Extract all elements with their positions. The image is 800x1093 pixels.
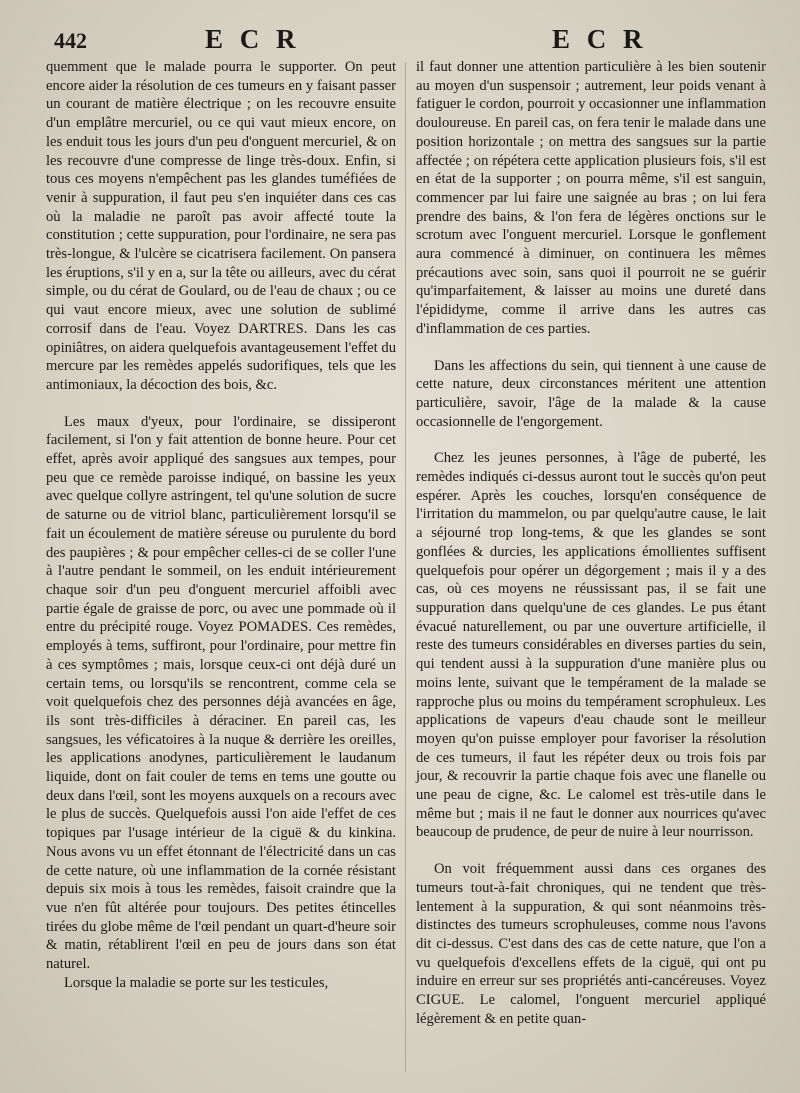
running-head-right: E C R <box>552 24 648 54</box>
right-column <box>416 58 766 1028</box>
column-divider <box>405 62 406 1072</box>
paragraph: quemment que le malade pourra le supporter. On peut encore aider la résolution de ces tumeurs en y faisant passer un courant de matière électrique ; on les recouvre ensuite d'un emplâtre mercuriel, ou ce qui vaut mieux encore, on les enduit tous les jours d'un peu d'onguent mercuriel, & on les recouvre d'une compresse de linge très-doux. Enfin, si tous ces moyens n'empêchent pas les glandes tuméfiées de venir à suppuration, il faut peu s'en inquiéter dans ces cas où la maladie ne paroît pas avoir affecté toute la constitution ; cette suppuration, pour l'ordinaire, ne sera pas très-longue, & l'ulcère se cicatrisera facilement. On pansera les éruptions, s'il y en a, sur la tête ou ailleurs, avec du cérat simple, ou du cérat de Goulard, ou de l'eau de chaux ; ou ce qui vaut encore mieux, avec une solution de sublimé corrosif dans de l'eau. Voyez DARTRES. Dans les cas opiniâtres, on aidera quelquefois avantageusement l'effet du mercure par les remèdes appelés sudorifiques, tels que les antimoniaux, la décoction des bois, &c. <box>46 59 396 393</box>
paragraph: il faut donner une attention particulière à les bien soutenir au moyen d'un suspensoir ; autrement, leur poids venant à fatiguer le cordon, pourroit y occasionner une inflammation douloureuse. En pareil cas, on fera tenir le malade dans une position horizontale ; on mettra des sangsues sur la partie affectée ; on répétera cette application plusieurs fois, s'il est en état de la supporter ; on pourra même, s'il est sanguin, commencer par lui faire une saignée au bras ; on lui fera prendre des bains, & l'on fera de légères onctions sur le scrotum avec l'onguent mercuriel. Lorsque le gonflement aura commencé à diminuer, on continuera les mêmes précautions avec soin, sans quoi il pourroit ne se guérir qu'imparfaitement, & laisser au moins une dureté dans l'épididyme, comme il arrive dans les autres cas d'inflammation de ces parties. <box>416 59 766 337</box>
paragraph: Les maux d'yeux, pour l'ordinaire, se dissiperont facilement, si l'on y fait attention de bonne heure. Pour cet effet, après avoir appliqué des sangsues aux tempes, pour peu que ce remède paroisse indiqué, on bassine les yeux avec quelque collyre astringent, tel qu'une solution de sucre de saturne ou de vitriol blanc, particulièrement lorsqu'il se fait un écoulement de matière séreuse ou purulente du bord des paupières ; & pour empêcher celles-ci de se coller l'une à l'autre pendant le sommeil, on les enduit intérieurement chaque soir d'un peu d'onguent mercuriel affoibli avec partie égale de graisse de porc, ou avec une pommade où il entre du précipité rouge. Voyez POMADES. Ces remèdes, employés à tems, suffiront, pour l'ordinaire, pour mettre fin à ces symptômes ; mais, lorsque ceux-ci ont déjà duré un certain tems, ou lorsqu'ils se rencontrent, comme cela se voit quelquefois chez des personnes déjà avancées en âge, ils sont très-difficiles à déraciner. En pareil cas, les sangsues, les véficatoires à la nuque & derrière les oreilles, les applications anodynes, particulièrement le laudanum liquide, dont on fait couler de tems en tems une goutte ou deux dans l'œil, sont les moyens auxquels on a recours avec le plus de succès. Quelquefois aussi l'on aide l'effet de ces topiques par l'usage intérieur de la ciguë & du kinkina. Nous avons vu un effet étonnant de l'électricité dans un cas de cette nature, où une inflammation de la cornée résistant depuis six mois à tous les remèdes, faisoit craindre que la vue n'en fût altérée pour toujours. Des petites étincelles tirées du globe même de l'œil pendant un quart-d'heure soir & matin, rétablirent l'œil en peu de jours dans son état naturel. <box>46 413 396 973</box>
page-header <box>0 24 800 54</box>
paragraph: On voit fréquemment aussi dans ces organes des tumeurs tout-à-fait chroniques, qui ne tendent que très-lentement à la suppuration, & qui sont néanmoins très-distinctes des tumeurs scrophuleuses, comme nous l'avons dit ci-dessus. C'est dans des cas de cette nature, que l'on a vu quelquefois d'excellens effets de la ciguë, qui ont pu induire en erreur sur ses propriétés anti-cancéreuses. Voyez CIGUE. Le calomel, l'onguent mercuriel appliqué légèrement & en petite quan- <box>416 861 766 1027</box>
left-column <box>46 58 396 992</box>
paragraph: Lorsque la maladie se porte sur les testicules, <box>64 974 329 991</box>
paragraph: Dans les affections du sein, qui tiennent à une cause de cette nature, deux circonstances méritent une attention particulière, savoir, l'âge de la malade & la cause occasionnelle de l'engorgement. <box>416 357 766 430</box>
running-head-left: E C R <box>205 24 301 54</box>
page-number: 442 <box>54 28 87 53</box>
paragraph: Chez les jeunes personnes, à l'âge de puberté, les remèdes indiqués ci-dessus auront tout le succès qu'on peut espérer. Après les couches, lorsqu'en conséquence de l'irritation du mammelon, ou par quelqu'autre cause, le lait a séjourné trop long-tems, & que les glandes se sont gonflées & durcies, les applications émollientes suffisent quelquefois pour opérer un dégorgement ; mais il y a des cas, où ces moyens ne réussissant pas, il se fait une suppuration dans quelqu'une de ces glandes. Le pus étant évacué naturellement, ou par une ouverture artificielle, il reste des tumeurs considérables en diverses parties du sein, qui tendent aussi à la suppuration d'une manière plus ou moins lente, suivant que le tempérament de la malade se rapproche plus ou moins du tempérament scrophuleux. Les applications de vapeurs d'eau chaude sont le meilleur moyen qu'on puisse employer pour favoriser la résolution de ces tumeurs, il faut les répéter deux ou trois fois par jour, & recouvrir la partie chaque fois avec une flanelle ou une peau de cigne, &c. Le calomel est très-utile dans le même but ; mais il ne faut le donner aux nourrices qu'avec beaucoup de prudence, de peur de nuire à leur nourrisson. <box>416 450 766 841</box>
